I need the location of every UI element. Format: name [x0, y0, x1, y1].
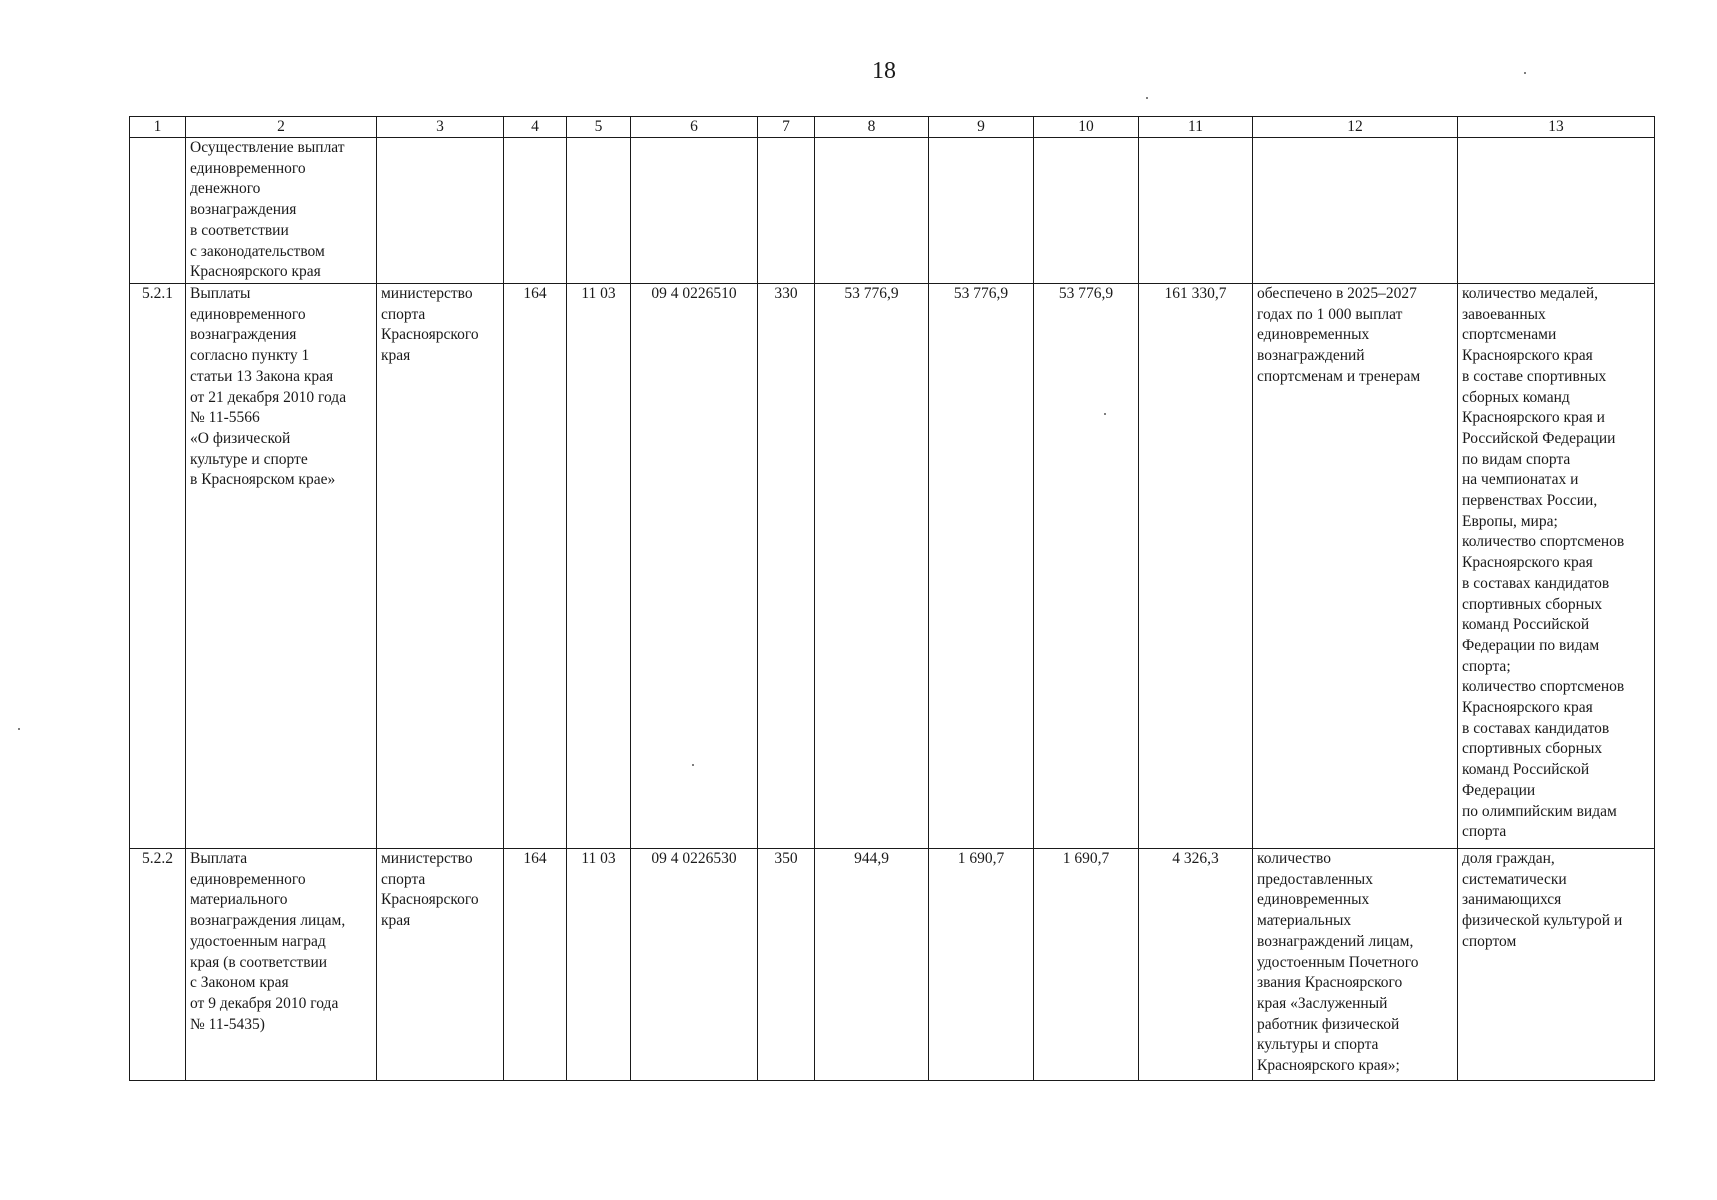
text-line: Федерации по видам: [1462, 636, 1600, 654]
text-line: края: [381, 912, 411, 930]
cell-expected-result: [1253, 284, 1458, 849]
cell-amount-total: 161 330,7: [1139, 284, 1253, 849]
header-cell: 2: [186, 117, 377, 138]
cell-event-name: [186, 138, 377, 284]
text-line: культуры и спорта: [1257, 1036, 1379, 1054]
text-line: Красноярского края»;: [1257, 1057, 1400, 1075]
cell-empty: [377, 138, 504, 284]
table-row-intro: [130, 138, 1655, 284]
header-cell: 12: [1253, 117, 1458, 138]
text-line: Выплаты: [190, 285, 251, 302]
text-line: по олимпийским видам: [1462, 802, 1617, 820]
text-line: в Красноярском крае»: [190, 471, 336, 489]
text-line: единовременных: [1257, 326, 1370, 344]
cell-indicator: [1458, 284, 1655, 849]
text-line: первенствах России,: [1462, 492, 1598, 510]
text-line: единовременного: [190, 870, 306, 888]
text-line: систематически: [1462, 870, 1567, 888]
text-line: денежного: [190, 180, 261, 198]
text-line: единовременного: [190, 305, 306, 323]
text-line: министерство: [381, 285, 473, 302]
header-cell: 10: [1034, 117, 1139, 138]
text-line: по видам спорта: [1462, 450, 1571, 468]
cell-executor: [377, 849, 504, 1081]
cell-section-code: 11 03: [567, 849, 631, 1081]
cell-number: [130, 138, 186, 284]
scan-speck: [1104, 413, 1106, 415]
cell-expected-result: [1253, 849, 1458, 1081]
text-line: в составе спортивных: [1462, 367, 1607, 385]
cell-amount-2027: 53 776,9: [1034, 284, 1139, 849]
header-cell: 11: [1139, 117, 1253, 138]
text-line: с Законом края: [190, 974, 289, 992]
text-line: единовременных: [1257, 891, 1370, 909]
text-line: культуре и спорте: [190, 450, 308, 468]
page-number: 18: [872, 58, 896, 84]
text-line: занимающихся: [1462, 891, 1562, 909]
header-cell: 4: [504, 117, 567, 138]
text-line: согласно пункту 1: [190, 347, 310, 365]
text-line: спорта: [1462, 823, 1507, 841]
header-cell: 6: [631, 117, 758, 138]
cell-target-code: 09 4 0226510: [631, 284, 758, 849]
text-line: от 9 декабря 2010 года: [190, 994, 339, 1012]
text-line: Красноярского края: [1462, 554, 1593, 572]
text-line: на чемпионатах и: [1462, 471, 1579, 489]
cell-expense-type: 330: [758, 284, 815, 849]
text-line: «О физической: [190, 429, 291, 447]
text-line: края «Заслуженный: [1257, 994, 1388, 1012]
cell-indicator: [1458, 849, 1655, 1081]
text-line: в составах кандидатов: [1462, 574, 1610, 592]
text-line: края (в соответствии: [190, 953, 328, 971]
cell-number: 5.2.1: [130, 284, 186, 849]
header-cell: 5: [567, 117, 631, 138]
text-line: вознаграждения: [190, 326, 297, 344]
header-cell: 13: [1458, 117, 1655, 138]
text-line: в соответствии: [190, 221, 289, 239]
text-line: от 21 декабря 2010 года: [190, 388, 347, 406]
text-line: спортом: [1462, 932, 1517, 950]
cell-amount-total: 4 326,3: [1139, 849, 1253, 1081]
text-line: звания Красноярского: [1257, 974, 1403, 992]
table-row-5-2-1: [130, 284, 1655, 849]
program-table: [129, 116, 1655, 1081]
text-line: работник физической: [1257, 1015, 1400, 1033]
cell-event-name: [186, 284, 377, 849]
text-line: вознаграждений лицам,: [1257, 932, 1414, 950]
header-cell: 3: [377, 117, 504, 138]
text-line: вознаграждения лицам,: [190, 912, 346, 930]
text-line: команд Российской: [1462, 761, 1590, 779]
text-line: годах по 1 000 выплат: [1257, 305, 1403, 323]
text-line: министерство: [381, 850, 473, 867]
text-line: Красноярского края: [1462, 347, 1593, 365]
text-line: Выплата: [190, 850, 248, 867]
cell-amount-2027: 1 690,7: [1034, 849, 1139, 1081]
cell-empty: [567, 138, 631, 284]
text-line: Европы, мира;: [1462, 512, 1558, 530]
scan-speck: [18, 728, 20, 730]
text-line: предоставленных: [1257, 870, 1373, 888]
cell-empty: [1253, 138, 1458, 284]
text-line: Красноярского края: [190, 263, 321, 281]
text-line: удостоенным Почетного: [1257, 953, 1419, 971]
cell-grbs-code: 164: [504, 849, 567, 1081]
header-row: [130, 117, 1655, 138]
text-line: завоеванных: [1462, 305, 1546, 323]
text-line: № 11-5566: [190, 409, 260, 427]
cell-empty: [758, 138, 815, 284]
text-line: с законодательством: [190, 242, 325, 260]
text-line: спортсменами: [1462, 326, 1557, 344]
cell-empty: [504, 138, 567, 284]
text-line: спортивных сборных: [1462, 595, 1603, 613]
text-line: спортивных сборных: [1462, 740, 1603, 758]
header-cell: 7: [758, 117, 815, 138]
text-line: вознаграждения: [190, 201, 297, 219]
text-line: статьи 13 Закона края: [190, 367, 334, 385]
text-line: края: [381, 347, 411, 365]
text-line: физической культурой и: [1462, 912, 1623, 930]
cell-empty: [929, 138, 1034, 284]
cell-empty: [1034, 138, 1139, 284]
cell-empty: [1139, 138, 1253, 284]
text-line: Красноярского края: [1462, 699, 1593, 717]
text-line: вознаграждений: [1257, 347, 1365, 365]
cell-grbs-code: 164: [504, 284, 567, 849]
text-line: удостоенным наград: [190, 932, 326, 950]
text-line: доля граждан,: [1462, 850, 1555, 867]
text-line: команд Российской: [1462, 616, 1590, 634]
text-line: в составах кандидатов: [1462, 719, 1610, 737]
text-line: обеспечено в 2025–2027: [1257, 285, 1417, 302]
text-line: Федерации: [1462, 781, 1536, 799]
cell-section-code: 11 03: [567, 284, 631, 849]
header-cell: 9: [929, 117, 1034, 138]
text-line: сборных команд: [1462, 388, 1570, 406]
cell-empty: [631, 138, 758, 284]
text-line: количество спортсменов: [1462, 678, 1625, 696]
cell-amount-2025: 53 776,9: [815, 284, 929, 849]
cell-amount-2026: 1 690,7: [929, 849, 1034, 1081]
cell-number: 5.2.2: [130, 849, 186, 1081]
text-line: Красноярского: [381, 326, 479, 344]
header-cell: 8: [815, 117, 929, 138]
text-line: материального: [190, 891, 288, 909]
text-line: Красноярского: [381, 891, 479, 909]
text-line: количество спортсменов: [1462, 533, 1625, 551]
cell-executor: [377, 284, 504, 849]
table-row-5-2-2: [130, 849, 1655, 1081]
text-line: единовременного: [190, 159, 306, 177]
header-cell: 1: [130, 117, 186, 138]
text-line: Российской Федерации: [1462, 429, 1616, 447]
scan-speck: [1146, 97, 1148, 99]
text-line: Красноярского края и: [1462, 409, 1605, 427]
cell-target-code: 09 4 0226530: [631, 849, 758, 1081]
text-line: спортсменам и тренерам: [1257, 367, 1421, 385]
text-line: количество медалей,: [1462, 285, 1599, 302]
scan-speck: [1524, 72, 1526, 74]
text-line: спорта: [381, 305, 426, 323]
text-line: материальных: [1257, 912, 1352, 930]
cell-event-name: [186, 849, 377, 1081]
cell-amount-2026: 53 776,9: [929, 284, 1034, 849]
text-line: спорта;: [1462, 657, 1511, 675]
text-line: количество: [1257, 850, 1331, 867]
text-line: Осуществление выплат: [190, 139, 345, 156]
cell-empty: [1458, 138, 1655, 284]
scan-speck: [692, 764, 694, 766]
cell-empty: [815, 138, 929, 284]
cell-amount-2025: 944,9: [815, 849, 929, 1081]
text-line: № 11-5435): [190, 1015, 265, 1033]
text-line: спорта: [381, 870, 426, 888]
cell-expense-type: 350: [758, 849, 815, 1081]
